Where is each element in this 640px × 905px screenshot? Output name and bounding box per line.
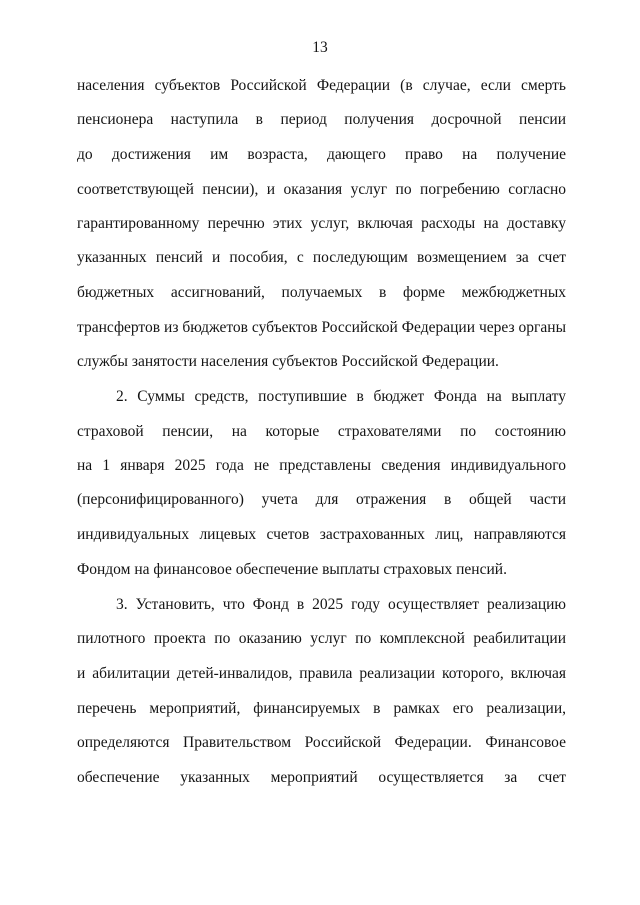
text-line: перечень мероприятий, финансируемых в рамках его реализации, — [77, 700, 566, 717]
text-line: на 1 января 2025 года не представлены сведения индивидуального — [77, 457, 566, 474]
text-line: трансфертов из бюджетов субъектов Российской Федерации через органы — [77, 319, 566, 336]
text-line: пенсионера наступила в период получения досрочной пенсии — [77, 111, 566, 128]
text-line: бюджетных ассигнований, получаемых в форме межбюджетных — [77, 284, 566, 301]
text-line: (персонифицированного) учета для отражения в общей части — [77, 491, 566, 508]
text-line: до достижения им возраста, дающего право на получение — [77, 146, 566, 163]
text-line: гарантированному перечню этих услуг, включая расходы на доставку — [77, 215, 566, 232]
text-line: службы занятости населения субъектов Российской Федерации. — [77, 353, 499, 370]
text-line: индивидуальных лицевых счетов застрахованных лиц, направляются — [77, 526, 566, 543]
text-line: обеспечение указанных мероприятий осуществляется за счет — [77, 769, 566, 786]
text-line: и абилитации детей-инвалидов, правила реализации которого, включая — [77, 665, 566, 682]
text-line: соответствующей пенсии), и оказания услуг по погребению согласно — [77, 181, 566, 198]
text-line: Фондом на финансовое обеспечение выплаты страховых пенсий. — [77, 561, 507, 578]
paragraph-3-first-line: 3. Установить, что Фонд в 2025 году осуществляет реализацию — [116, 596, 566, 613]
text-line: указанных пенсий и пособия, с последующим возмещением за счет — [77, 249, 566, 266]
text-line: пилотного проекта по оказанию услуг по комплексной реабилитации — [77, 630, 566, 647]
page-number: 13 — [312, 39, 328, 56]
text-line: населения субъектов Российской Федерации (в случае, если смерть — [77, 77, 566, 94]
text-line: страховой пенсии, на которые страхователями по состоянию — [77, 423, 566, 440]
paragraph-2-first-line: 2. Суммы средств, поступившие в бюджет Фонда на выплату — [116, 388, 566, 405]
text-line: определяются Правительством Российской Федерации. Финансовое — [77, 734, 566, 751]
